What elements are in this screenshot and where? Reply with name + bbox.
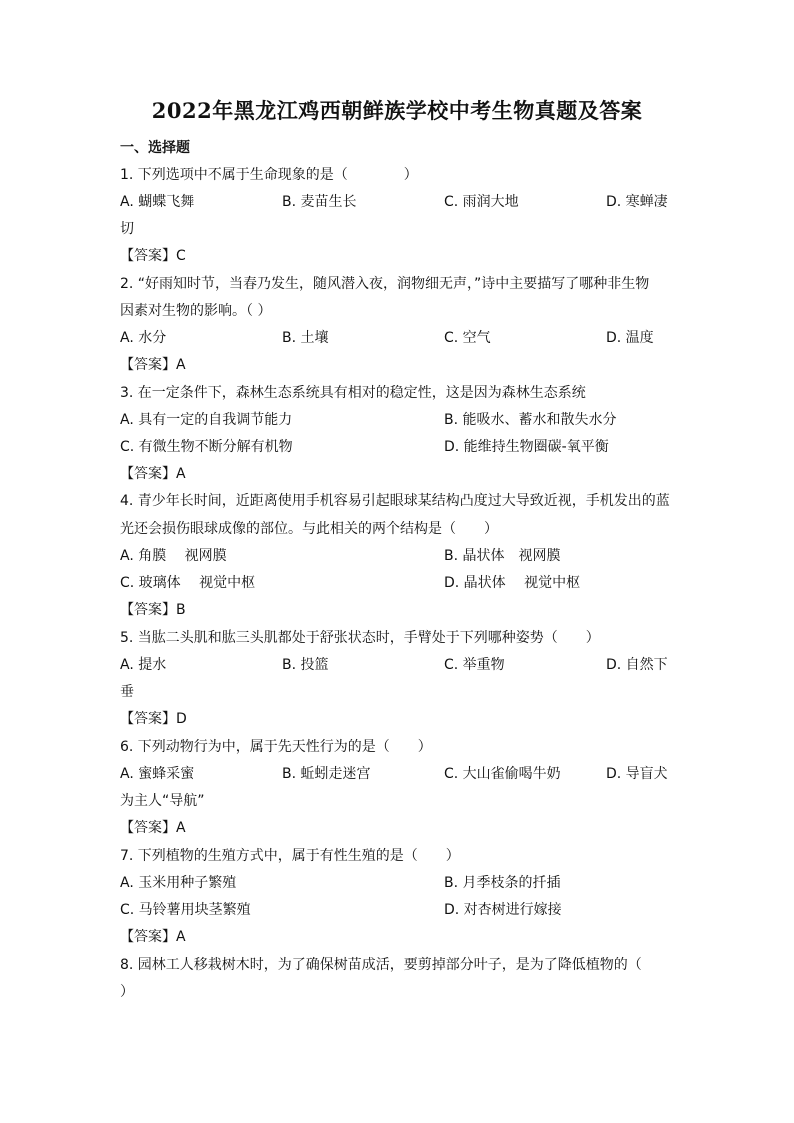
q6-option-d-continued: 为主人“导航”: [120, 793, 205, 809]
question-4-stem-line1: 4. 青少年长时间，近距离使用手机容易引起眼球某结构凸度过大导致近视，手机发出的蓝: [120, 493, 670, 509]
q3-option-d: D. 能维持生物圈碳-氧平衡: [444, 439, 609, 455]
q2-option-c: C. 空气: [444, 330, 491, 346]
q2-answer: 【答案】A: [120, 357, 186, 373]
q7-option-c: C. 马铃薯用块茎繁殖: [120, 902, 251, 918]
q6-answer: 【答案】A: [120, 820, 186, 836]
q4-option-a: A. 角膜 视网膜: [120, 548, 227, 564]
q7-option-a: A. 玉米用种子繁殖: [120, 875, 237, 891]
question-8-stem-line2: ）: [120, 984, 134, 1000]
q5-option-c: C. 举重物: [444, 657, 505, 673]
q7-option-d: D. 对杏树进行嫁接: [444, 902, 562, 918]
q4-option-b: B. 晶状体 视网膜: [444, 548, 561, 564]
question-4-stem-line2: 光还会损伤眼球成像的部位。与此相关的两个结构是（ ）: [120, 521, 498, 537]
q2-option-a: A. 水分: [120, 330, 167, 346]
question-7-stem: 7. 下列植物的生殖方式中，属于有性生殖的是（ ）: [120, 848, 460, 864]
q3-answer: 【答案】A: [120, 466, 186, 482]
question-2-stem-line2: 因素对生物的影响。（ ）: [120, 303, 272, 319]
q5-option-d: D. 自然下: [606, 657, 668, 673]
q4-option-d: D. 晶状体 视觉中枢: [444, 575, 581, 591]
page-title: 2022年黑龙江鸡西朝鲜族学校中考生物真题及答案: [151, 98, 643, 123]
q6-option-c: C. 大山雀偷喝牛奶: [444, 766, 561, 782]
q3-option-c: C. 有微生物不断分解有机物: [120, 439, 293, 455]
q3-option-b: B. 能吸水、蓄水和散失水分: [444, 412, 617, 428]
q2-option-b: B. 土壤: [282, 330, 329, 346]
q6-option-d: D. 导盲犬: [606, 766, 668, 782]
q5-option-d-continued: 垂: [120, 684, 134, 700]
question-1-stem: 1. 下列选项中不属于生命现象的是（ ）: [120, 167, 418, 183]
question-2-stem-line1: 2. “好雨知时节，当春乃发生，随风潜入夜，润物细无声，”诗中主要描写了哪种非生物: [120, 276, 650, 292]
q3-option-a: A. 具有一定的自我调节能力: [120, 412, 293, 428]
q5-option-b: B. 投篮: [282, 657, 329, 673]
q4-option-c: C. 玻璃体 视觉中枢: [120, 575, 256, 591]
question-6-stem: 6. 下列动物行为中，属于先天性行为的是（ ）: [120, 739, 432, 755]
q6-option-b: B. 蚯蚓走迷宫: [282, 766, 371, 782]
question-5-stem: 5. 当肱二头肌和肱三头肌都处于舒张状态时，手臂处于下列哪种姿势（ ）: [120, 630, 600, 646]
q1-option-c: C. 雨润大地: [444, 194, 519, 210]
q4-answer: 【答案】B: [120, 602, 186, 618]
q7-option-b: B. 月季枝条的扦插: [444, 875, 561, 891]
q1-option-b: B. 麦苗生长: [282, 194, 357, 210]
question-3-stem: 3. 在一定条件下，森林生态系统具有相对的稳定性，这是因为森林生态系统: [120, 385, 586, 401]
q6-option-a: A. 蜜蜂采蜜: [120, 766, 195, 782]
q1-option-a: A. 蝴蝶飞舞: [120, 194, 195, 210]
q1-option-d-continued: 切: [120, 221, 134, 237]
q7-answer: 【答案】A: [120, 929, 186, 945]
q5-option-a: A. 提水: [120, 657, 167, 673]
question-8-stem-line1: 8. 园林工人移栽树木时，为了确保树苗成活，要剪掉部分叶子，是为了降低植物的（: [120, 957, 642, 973]
q5-answer: 【答案】D: [120, 711, 187, 727]
q1-answer: 【答案】C: [120, 248, 186, 264]
q2-option-d: D. 温度: [606, 330, 654, 346]
section-heading: 一、选择题: [120, 140, 190, 156]
q1-option-d: D. 寒蝉凄: [606, 194, 668, 210]
